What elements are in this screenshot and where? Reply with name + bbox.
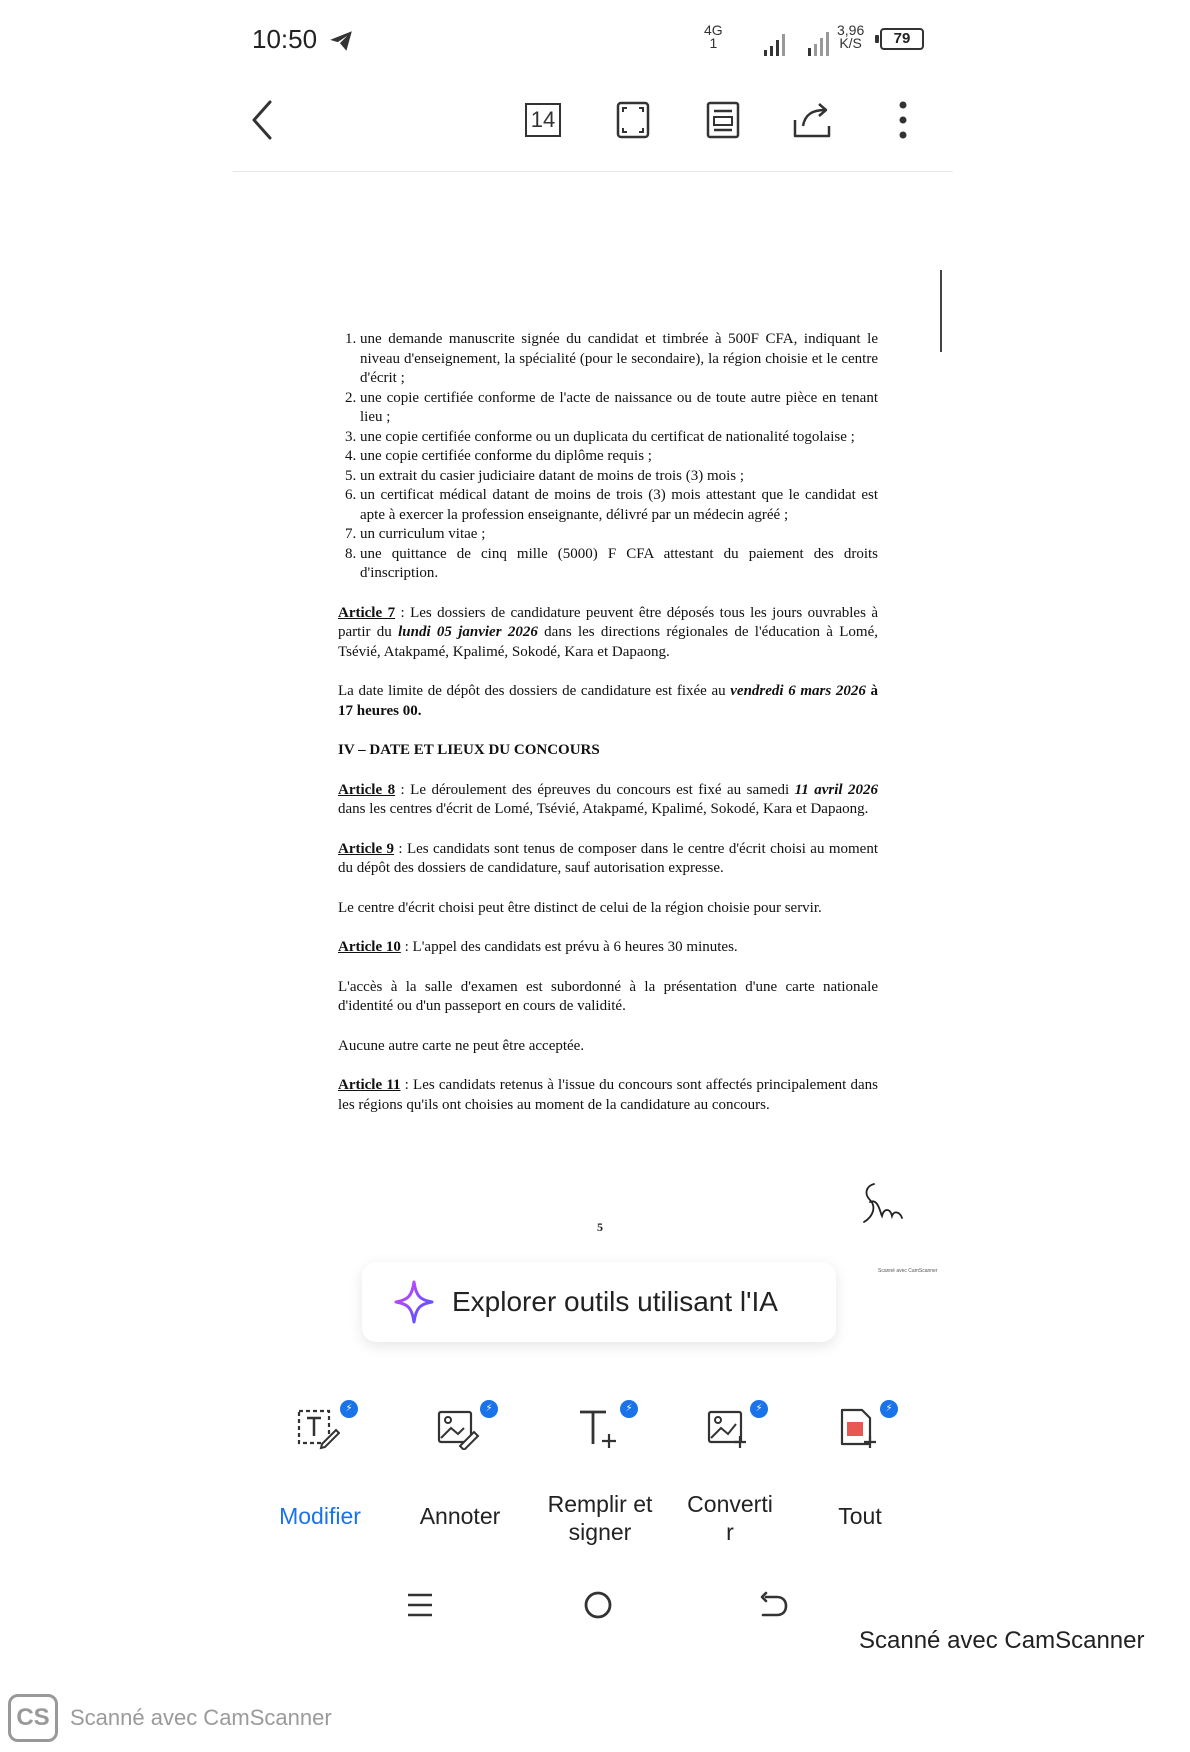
list-item: 4. une copie certifiée conforme du diplôme requis ; [360,447,878,467]
article-9 [338,840,878,879]
back-icon [248,98,278,142]
premium-badge [340,1400,358,1418]
list-item: 6. un certificat médical datant de moins de trois (3) mois attestant que le candidat est apte à exercer la profession enseignante, délivré par un médecin agréé ; [360,486,878,525]
nav-recents-button[interactable] [395,1580,445,1630]
tool-label-line1: Converti [687,1491,773,1517]
premium-badge [880,1400,898,1418]
menu-lines-icon [405,1590,435,1620]
toolbar-divider [233,171,953,172]
article-label: Article 7 [338,604,396,621]
nav-back-icon [757,1589,789,1621]
list-item: 5. un extrait du casier judiciaire datant de moins de trois (3) mois ; [360,467,878,487]
nav-home-button[interactable] [573,1580,623,1630]
back-button[interactable] [233,90,293,150]
list-item: 8. une quittance de cinq mille (5000) F CFA attestant du paiement des droits d'inscription. [360,545,878,584]
article-7 [338,604,878,663]
bottom-tools [250,1400,950,1560]
system-nav-bar [395,1580,815,1630]
article-text: : Les dossiers de candidature peuvent être déposés tous les jours ouvrables à partir du [338,604,879,640]
network-sub-label: 1 [709,35,718,51]
access-paragraph: L'accès à la salle d'examen est subordonné à la présentation d'une carte nationale d'identité ou d'un passeport en cours de validité. [338,978,878,1014]
camscanner-text: Scanné avec CamScanner [70,1705,332,1730]
network-type-label: 4G [704,22,723,38]
document-page [338,330,878,1115]
fullscreen-icon [616,101,650,139]
viewer-toolbar [233,90,933,160]
sparkle-icon [394,1280,434,1324]
telegram-send-icon [328,28,354,54]
tool-label-line2: signer [568,1519,632,1545]
view-mode-icon [706,101,740,139]
article-text: : Les candidats retenus à l'issue du concours sont affectés principalement dans les régions qu'ils ont choisies au moment de la candidature au concours. [338,1077,879,1113]
article-date: 11 avril 2026 [794,781,878,798]
tool-label [660,1490,800,1546]
more-icon [898,100,908,140]
camscanner-logo: CS [8,1694,58,1742]
premium-badge [750,1400,768,1418]
article-label: Article 11 [338,1077,401,1093]
home-circle-icon [582,1589,614,1621]
article-label: Article 10 [338,939,401,955]
fill-sign-icon [576,1406,620,1450]
scanned-stamp: Scanné avec CamScanner [878,1268,938,1274]
camscanner-watermark-right: Scanné avec CamScanner [859,1627,1145,1654]
deadline-text: La date limite de dépôt des dossiers de candidature est fixée au [338,683,731,699]
share-button[interactable] [783,90,843,150]
edit-text-icon [296,1406,340,1450]
tool-tout[interactable] [790,1400,930,1560]
tool-modifier[interactable] [250,1400,390,1560]
network-type [704,24,723,50]
camscanner-watermark-left [8,1692,332,1744]
ai-tools-button[interactable] [362,1262,836,1342]
centre-paragraph: Le centre d'écrit choisi peut être distinct de celui de la région choisie pour servir. [338,899,822,916]
article-date: lundi 05 janvier 2026 [398,624,538,640]
article-label: Article 8 [338,781,396,798]
page-count-button[interactable] [513,90,573,150]
deadline-paragraph [338,682,878,721]
article-11 [338,1076,878,1115]
premium-badge [620,1400,638,1418]
battery-indicator [880,28,924,50]
list-item: 7. un curriculum vitae ; [360,525,878,545]
speed-value: 3,96 [837,22,865,38]
article-label: Article 9 [338,840,395,857]
signature-icon [856,1178,916,1228]
tool-convertir[interactable] [660,1400,800,1560]
section-heading: IV – DATE ET LIEUX DU CONCOURS [338,742,600,758]
convert-icon [706,1406,750,1450]
required-documents-list [338,330,878,584]
annotate-image-icon [436,1406,480,1450]
network-speed [837,24,864,50]
deadline-time: à 17 heures 00. [338,683,878,719]
list-item: 3. une copie certifiée conforme ou un duplicata du certificat de nationalité togolaise ; [360,428,878,448]
list-item: 1. une demande manuscrite signée du candidat et timbrée à 500F CFA, indiquant le niveau d'enseignement, la spécialité (pour le secondaire), la région choisie et le centre d'écrit ; [360,330,878,389]
tool-remplir-signer[interactable] [530,1400,670,1560]
tool-label-line2: r [726,1519,734,1545]
article-text: : Les candidats sont tenus de composer dans le centre d'écrit choisi au moment du dépôt des dossiers de candidature, sauf autorisation expresse. [338,840,878,876]
list-item: 2. une copie certifiée conforme de l'acte de naissance ou de toute autre pièce en tenant lieu ; [360,389,878,428]
battery-level: 79 [893,30,911,47]
status-time: 10:50 [252,24,318,54]
tool-label [530,1490,670,1546]
tool-label: Annoter [419,1503,501,1529]
more-options-button[interactable] [873,90,933,150]
deadline-date: vendredi 6 mars 2026 [730,683,866,699]
article-text: dans les directions régionales de l'éducation à Lomé, Tsévié, Atakpamé, Kpalimé, Sokodé, Kara et Dapaong. [338,624,878,660]
article-text: : L'appel des candidats est prévu à 6 heures 30 minutes. [400,939,738,955]
share-icon [791,100,835,140]
article-8 [338,781,878,820]
page-number: 5 [597,1220,603,1234]
all-tools-icon [836,1406,880,1450]
article-10 [338,938,878,958]
page-edge-line [940,270,942,352]
tool-annoter[interactable] [390,1400,530,1560]
tool-label: Tout [838,1503,882,1529]
tool-label: Modifier [279,1503,361,1529]
article-text: dans les centres d'écrit de Lomé, Tsévié, Atakpamé, Kpalimé, Sokodé, Kara et Dapaong. [338,801,869,817]
premium-badge [480,1400,498,1418]
no-other-card-paragraph: Aucune autre carte ne peut être acceptée. [338,1037,585,1054]
view-mode-button[interactable] [693,90,753,150]
nav-back-button[interactable] [748,1580,798,1630]
fullscreen-button[interactable] [603,90,663,150]
status-bar [252,22,922,66]
page-count: 14 [525,103,561,137]
tool-label-line1: Remplir et [547,1491,653,1517]
speed-unit: K/S [839,35,862,51]
ai-tools-label: Explorer outils utilisant l'IA [452,1286,778,1317]
article-text: : Le déroulement des épreuves du concours est fixé au samedi [395,781,795,798]
